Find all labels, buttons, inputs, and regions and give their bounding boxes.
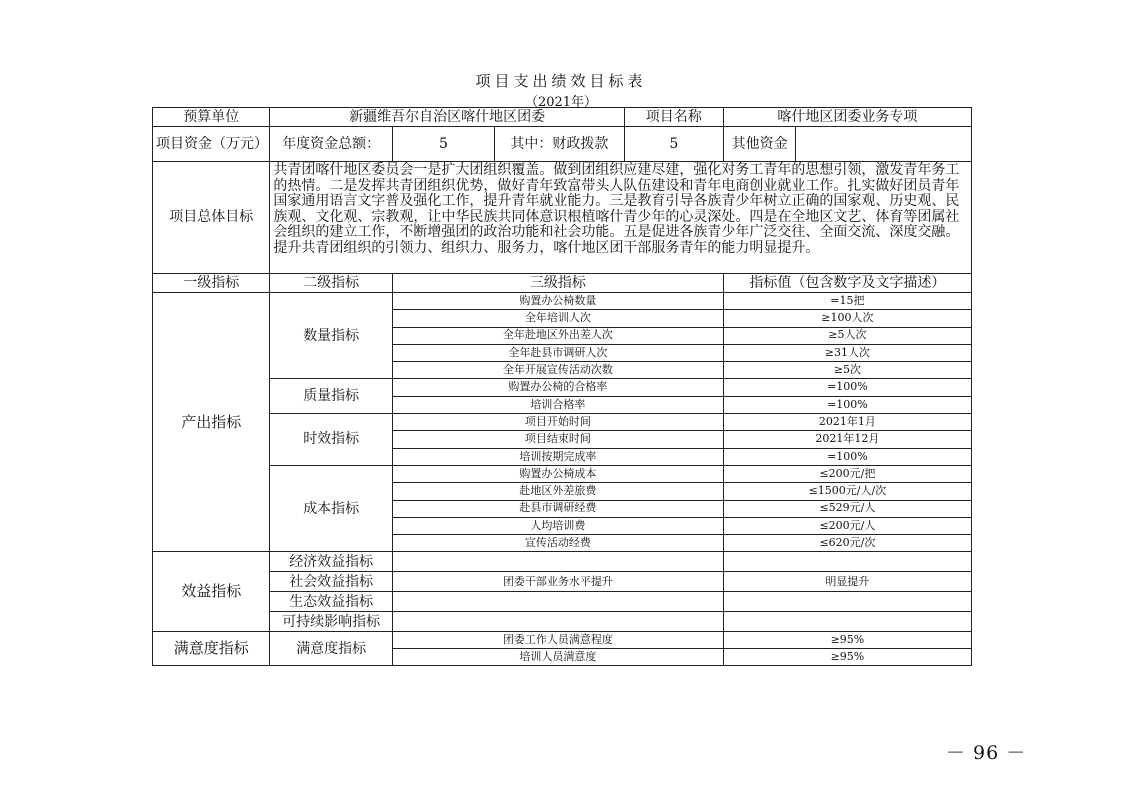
col-value-header: 指标值（包含数字及文字描述） (723, 274, 971, 293)
table-row (153, 612, 972, 632)
indicator-value: ≤1500元/人/次 (723, 483, 971, 500)
benefit-indicator-label: 效益指标 (153, 552, 270, 632)
indicator-value: ≤200元/人 (723, 517, 971, 534)
indicator-value: ≥100人次 (723, 310, 971, 327)
document-year: （2021年） (524, 95, 598, 110)
indicator-name: 团委干部业务水平提升 (392, 572, 723, 592)
satisfaction-sub-label: 满意度指标 (270, 632, 393, 666)
table-row (153, 465, 972, 482)
indicator-value: ≥95% (723, 649, 971, 666)
col-level1-header: 一级指标 (153, 274, 270, 293)
indicator-value (723, 552, 971, 572)
social-benefit-label: 社会效益指标 (270, 572, 393, 592)
indicator-name (392, 592, 723, 612)
satisfaction-indicator-label: 满意度指标 (153, 632, 270, 666)
page-number: － 96 － (946, 742, 1027, 764)
document-title: 项目支出绩效目标表 (475, 72, 647, 90)
table-row (153, 293, 972, 310)
table-row (153, 632, 972, 649)
performance-target-table (152, 107, 972, 666)
indicator-name: 宣传活动经费 (392, 535, 723, 552)
indicator-value: =100% (723, 379, 971, 396)
indicator-name: 全年赴地区外出差人次 (392, 327, 723, 344)
indicator-value (723, 592, 971, 612)
indicator-name: 购置办公椅的合格率 (392, 379, 723, 396)
annual-total-label: 年度资金总额： (270, 127, 393, 162)
indicator-name: 赴县市调研经费 (392, 500, 723, 517)
timeliness-indicator-label: 时效指标 (270, 414, 393, 466)
indicator-name: 培训人员满意度 (392, 649, 723, 666)
indicator-name: 项目开始时间 (392, 414, 723, 431)
funds-label: 项目资金（万元） (153, 127, 270, 162)
indicator-value: ≤200元/把 (723, 465, 971, 482)
table-row (153, 414, 972, 431)
indicator-name: 培训合格率 (392, 396, 723, 413)
objective-text: 共青团喀什地区委员会一是扩大团组织覆盖。做到团组织应建尽建，强化对务工青年的思想引领，激发青年务工的热情。二是发挥共青团组织优势，做好青年致富带头人队伍建设和青年电商创业就业工作。扎实做好团员青年国家通用语言文字普及强化工作，提升青年就业能力。三是教育引导各族青少年树立正确的国家观、历史观、民族观、文化观、宗教观，让中华民族共同体意识根植喀什青少年的心灵深处。四是在全地区文艺、体育等团属社会组织的建立工作，不断增强团的政治功能和社会功能。五是促进各族青少年广泛交往、全面交流、深度交融。提升共青团组织的引领力、组织力、服务力，喀什地区团干部服务青年的能力明显提升。 (270, 162, 972, 274)
indicator-name: 全年赴县市调研人次 (392, 344, 723, 361)
indicator-name: 购置办公椅数量 (392, 293, 723, 310)
budget-unit-value: 新疆维吾尔自治区喀什地区团委 (270, 108, 624, 127)
indicator-value: =100% (723, 396, 971, 413)
indicator-value (723, 612, 971, 632)
ecological-benefit-label: 生态效益指标 (270, 592, 393, 612)
objective-label: 项目总体目标 (153, 162, 270, 274)
economic-benefit-label: 经济效益指标 (270, 552, 393, 572)
indicator-name: 人均培训费 (392, 517, 723, 534)
sustainable-impact-label: 可持续影响指标 (270, 612, 393, 632)
header-row (153, 108, 972, 127)
indicator-name (392, 552, 723, 572)
indicator-value: 明显提升 (723, 572, 971, 592)
table-row (153, 379, 972, 396)
cost-indicator-label: 成本指标 (270, 465, 393, 551)
fiscal-value: 5 (624, 127, 723, 162)
indicator-value: ≥5次 (723, 362, 971, 379)
indicator-value: =100% (723, 448, 971, 465)
indicator-name: 团委工作人员满意程度 (392, 632, 723, 649)
quality-indicator-label: 质量指标 (270, 379, 393, 414)
project-name-value: 喀什地区团委业务专项 (723, 108, 971, 127)
indicator-value: ≥31人次 (723, 344, 971, 361)
indicator-value: 2021年12月 (723, 431, 971, 448)
fiscal-label: 其中：财政拨款 (495, 127, 625, 162)
indicator-name: 培训按期完成率 (392, 448, 723, 465)
funds-row (153, 127, 972, 162)
table-row (153, 572, 972, 592)
budget-unit-label: 预算单位 (153, 108, 270, 127)
column-header-row (153, 274, 972, 293)
table-row (153, 592, 972, 612)
indicator-name: 赴地区外差旅费 (392, 483, 723, 500)
indicator-name: 全年开展宣传活动次数 (392, 362, 723, 379)
col-level2-header: 二级指标 (270, 274, 393, 293)
indicator-name: 项目结束时间 (392, 431, 723, 448)
objective-row (153, 162, 972, 274)
indicator-name (392, 612, 723, 632)
indicator-name: 购置办公椅成本 (392, 465, 723, 482)
indicator-name: 全年培训人次 (392, 310, 723, 327)
other-funds-label: 其他资金 (723, 127, 796, 162)
annual-total-value: 5 (392, 127, 494, 162)
project-name-label: 项目名称 (624, 108, 723, 127)
indicator-value: ≤620元/次 (723, 535, 971, 552)
indicator-value: ≥5人次 (723, 327, 971, 344)
indicator-value: 2021年1月 (723, 414, 971, 431)
table-row (153, 552, 972, 572)
other-funds-value (796, 127, 972, 162)
indicator-value: =15把 (723, 293, 971, 310)
indicator-value: ≥95% (723, 632, 971, 649)
quantity-indicator-label: 数量指标 (270, 293, 393, 379)
indicator-value: ≤529元/人 (723, 500, 971, 517)
output-indicator-label: 产出指标 (153, 293, 270, 552)
col-level3-header: 三级指标 (392, 274, 723, 293)
